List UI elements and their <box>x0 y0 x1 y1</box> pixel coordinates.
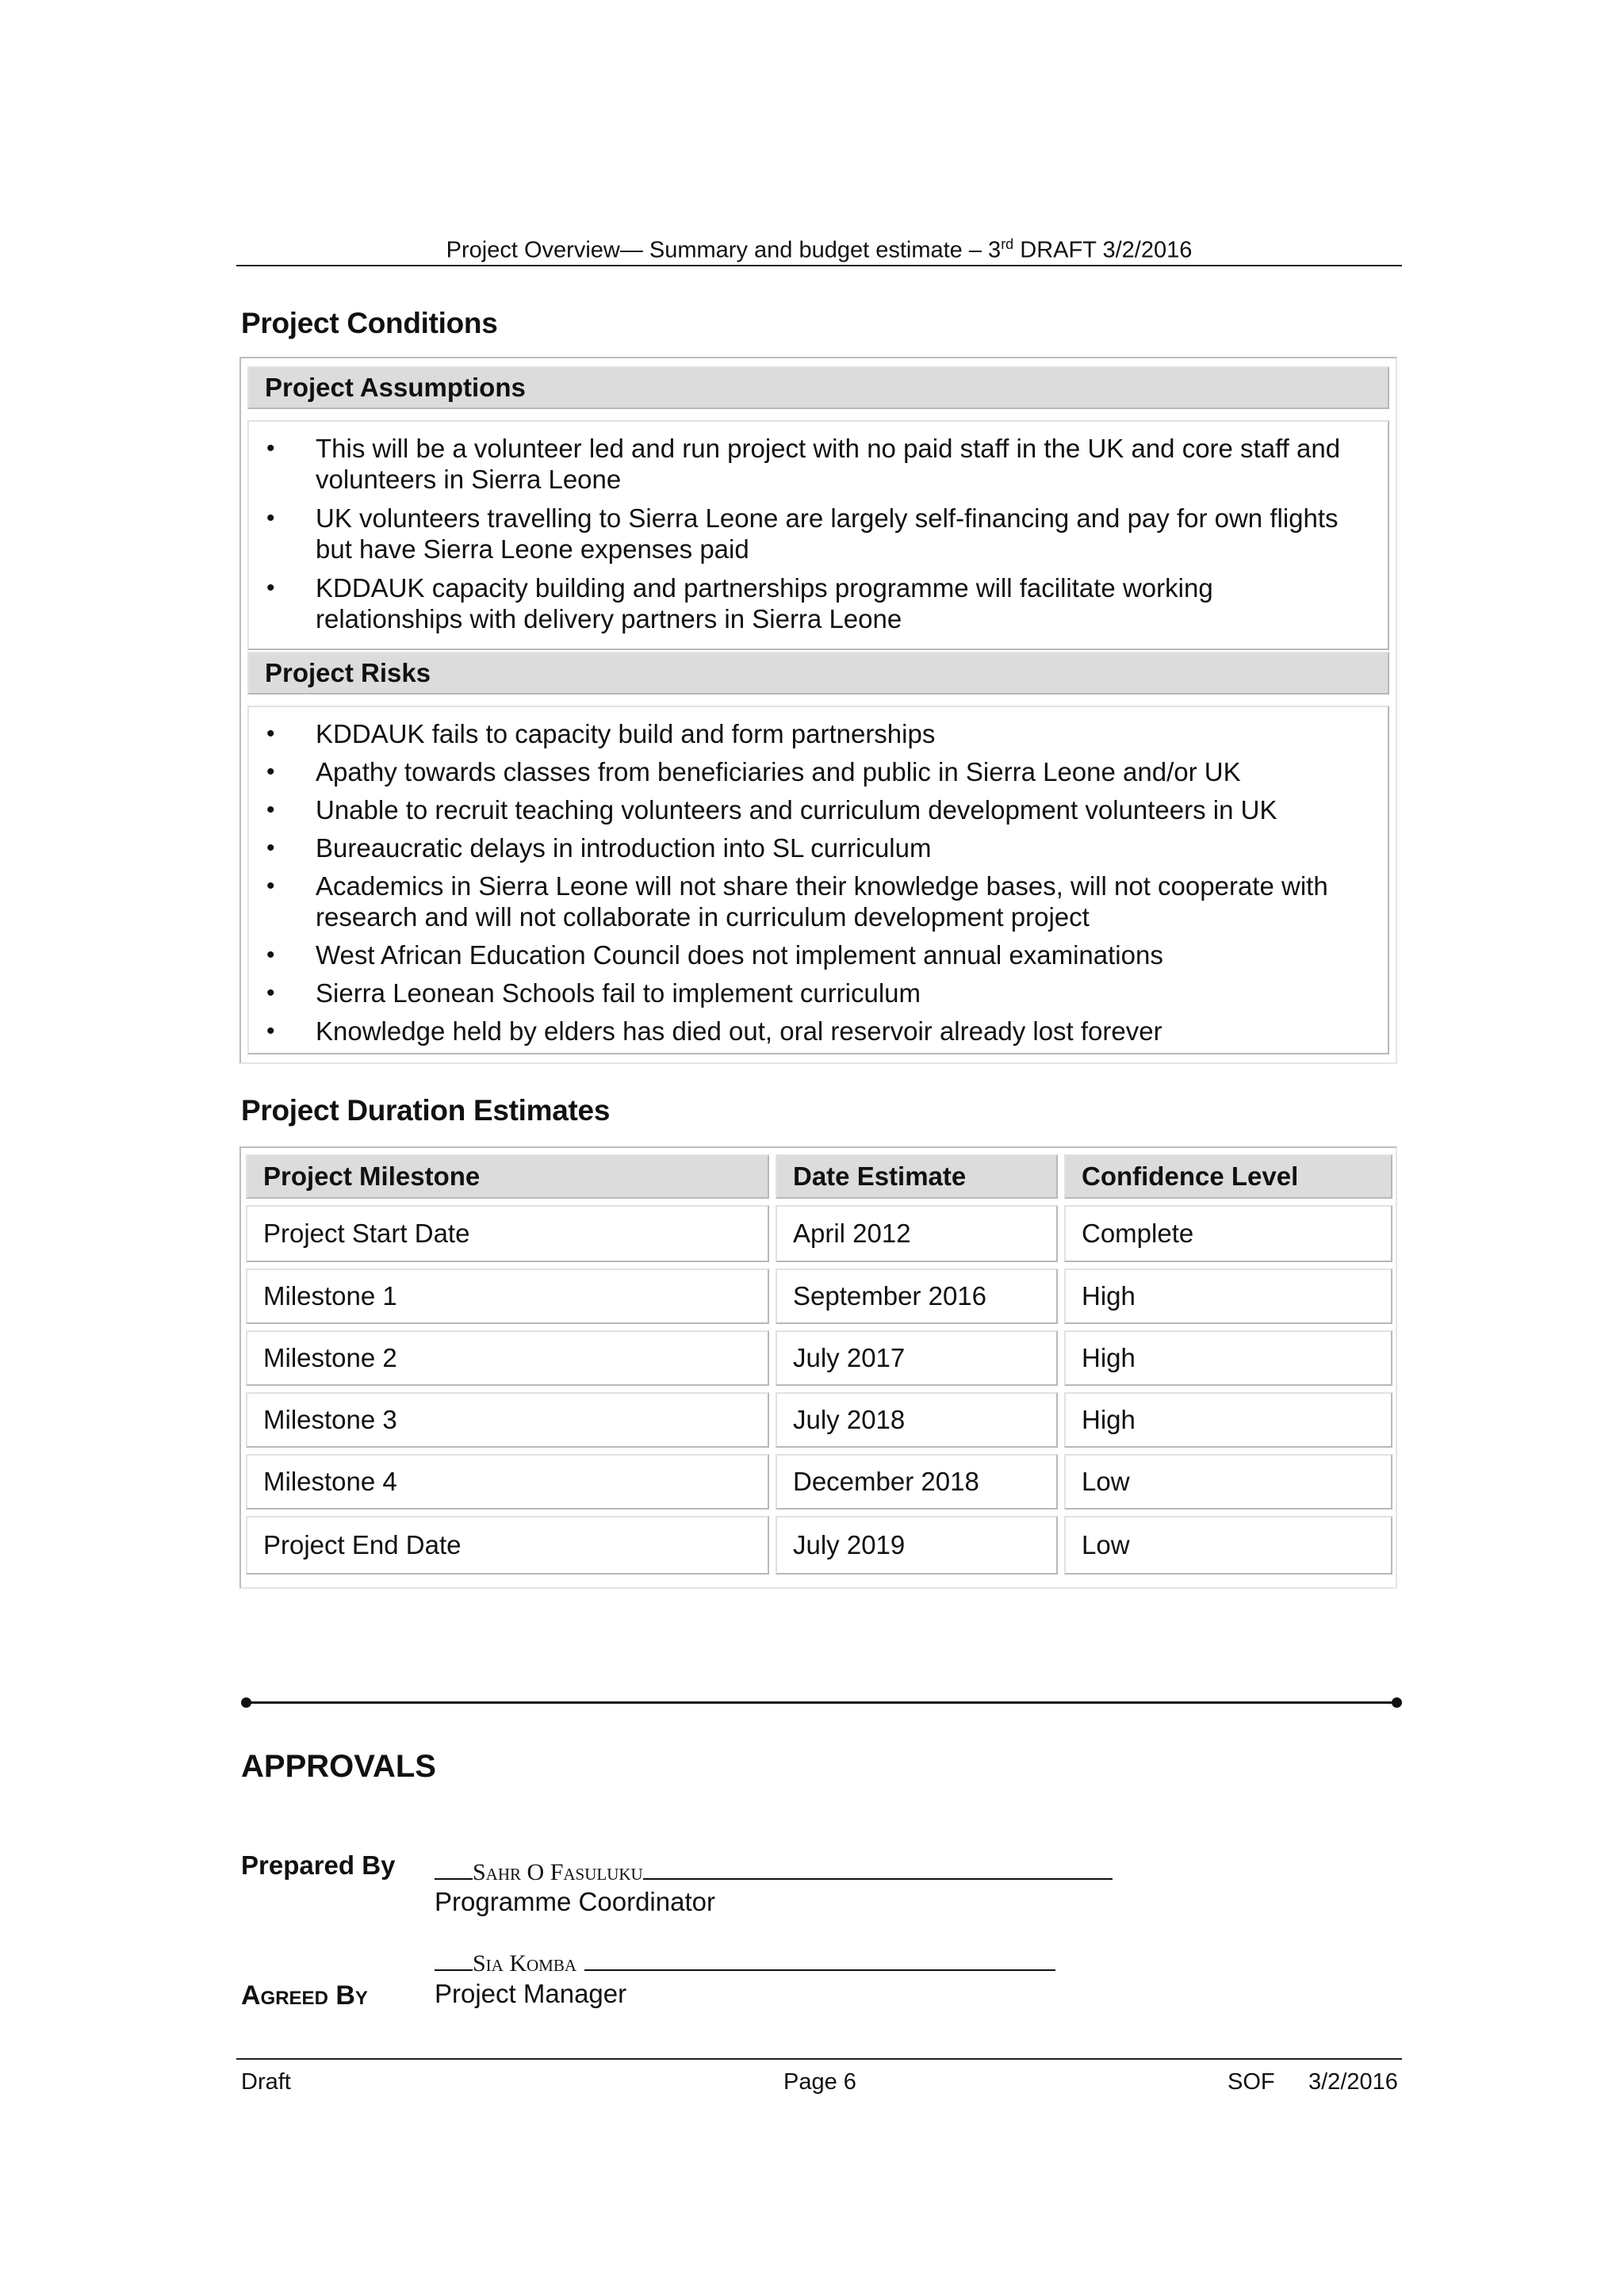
table-cell: Milestone 1 <box>246 1269 769 1324</box>
conditions-box <box>239 357 1397 1064</box>
list-item: • West African Education Council does not implement annual examinations <box>266 940 1163 970</box>
footer-status: Draft <box>241 2069 291 2095</box>
assumptions-header: Project Assumptions <box>247 366 1389 409</box>
agreed-by-role: Project Manager <box>435 1979 627 2008</box>
table-cell: Project End Date <box>246 1516 769 1575</box>
risks-body <box>247 706 1389 1054</box>
list-item: • KDDAUK capacity building and partnerships programme will facilitate working relationships with delivery partners in Sierra Leone <box>266 573 1213 633</box>
column-header-date: Date Estimate <box>776 1154 1058 1199</box>
list-item: • UK volunteers travelling to Sierra Leone are largely self-financing and pay for own flights but have Sierra Leone expenses paid <box>266 503 1339 564</box>
table-cell: Low <box>1064 1454 1392 1510</box>
table-cell: Complete <box>1064 1205 1392 1262</box>
footer-initials: SOF <box>1228 2069 1275 2095</box>
list-item: • Sierra Leonean Schools fail to implement curriculum <box>266 978 921 1008</box>
footer-date: 3/2/2016 <box>1308 2069 1398 2095</box>
approvals-title: APPROVALS <box>241 1749 436 1784</box>
table-cell: July 2018 <box>776 1392 1058 1448</box>
risks-header: Project Risks <box>247 652 1389 695</box>
header-suffix: DRAFT 3/2/2016 <box>1013 237 1193 263</box>
assumptions-body <box>247 420 1389 650</box>
list-item: • KDDAUK fails to capacity build and form partnerships <box>266 719 936 748</box>
table-cell: High <box>1064 1392 1392 1448</box>
list-item: • Apathy towards classes from beneficiaries and public in Sierra Leone and/or UK <box>266 757 1241 786</box>
footer-page-number: Page 6 <box>783 2069 856 2095</box>
table-cell: Project Start Date <box>246 1205 769 1262</box>
prepared-by-name: Sahr O Fasuluku <box>473 1859 643 1885</box>
table-cell: High <box>1064 1330 1392 1386</box>
prepared-signature-line <box>435 1859 1113 1886</box>
table-cell: July 2019 <box>776 1516 1058 1575</box>
prepared-by-role: Programme Coordinator <box>435 1887 715 1916</box>
table-cell: April 2012 <box>776 1205 1058 1262</box>
table-cell: High <box>1064 1269 1392 1324</box>
agreed-by-name: Sia Komba <box>473 1950 577 1976</box>
table-cell: July 2017 <box>776 1330 1058 1386</box>
section-divider <box>246 1701 1397 1704</box>
prepared-by-label: Prepared By <box>241 1850 396 1880</box>
list-item: • This will be a volunteer led and run project with no paid staff in the UK and core staff and volunteers in Sierra Leone <box>266 434 1341 494</box>
list-item: • Academics in Sierra Leone will not share their knowledge bases, will not cooperate with research and will not collaborate in curriculum development project <box>266 871 1328 932</box>
column-header-milestone: Project Milestone <box>246 1154 769 1199</box>
page-footer <box>236 2058 1402 2095</box>
table-cell: Milestone 3 <box>246 1392 769 1448</box>
section-title-conditions: Project Conditions <box>241 307 498 339</box>
table-cell: December 2018 <box>776 1454 1058 1510</box>
list-item: • Bureaucratic delays in introduction into SL curriculum <box>266 833 932 863</box>
risks-list <box>249 718 1388 1047</box>
duration-table <box>239 1146 1397 1589</box>
agreed-signature-line <box>435 1950 1055 1977</box>
table-cell: Milestone 4 <box>246 1454 769 1510</box>
list-item: • Unable to recruit teaching volunteers and curriculum development volunteers in UK <box>266 795 1277 825</box>
table-cell: Low <box>1064 1516 1392 1575</box>
header-superscript: rd <box>1001 236 1014 252</box>
list-item: • Knowledge held by elders has died out, oral reservoir already lost forever <box>266 1016 1162 1046</box>
table-cell: Milestone 2 <box>246 1330 769 1386</box>
section-title-duration: Project Duration Estimates <box>241 1094 611 1127</box>
table-cell: September 2016 <box>776 1269 1058 1324</box>
assumptions-list <box>249 433 1388 634</box>
agreed-by-label: Agreed By <box>241 1980 368 2011</box>
column-header-confidence: Confidence Level <box>1064 1154 1392 1199</box>
page-header <box>236 228 1402 266</box>
header-prefix: Project Overview— Summary and budget estimate – 3 <box>446 237 1002 263</box>
